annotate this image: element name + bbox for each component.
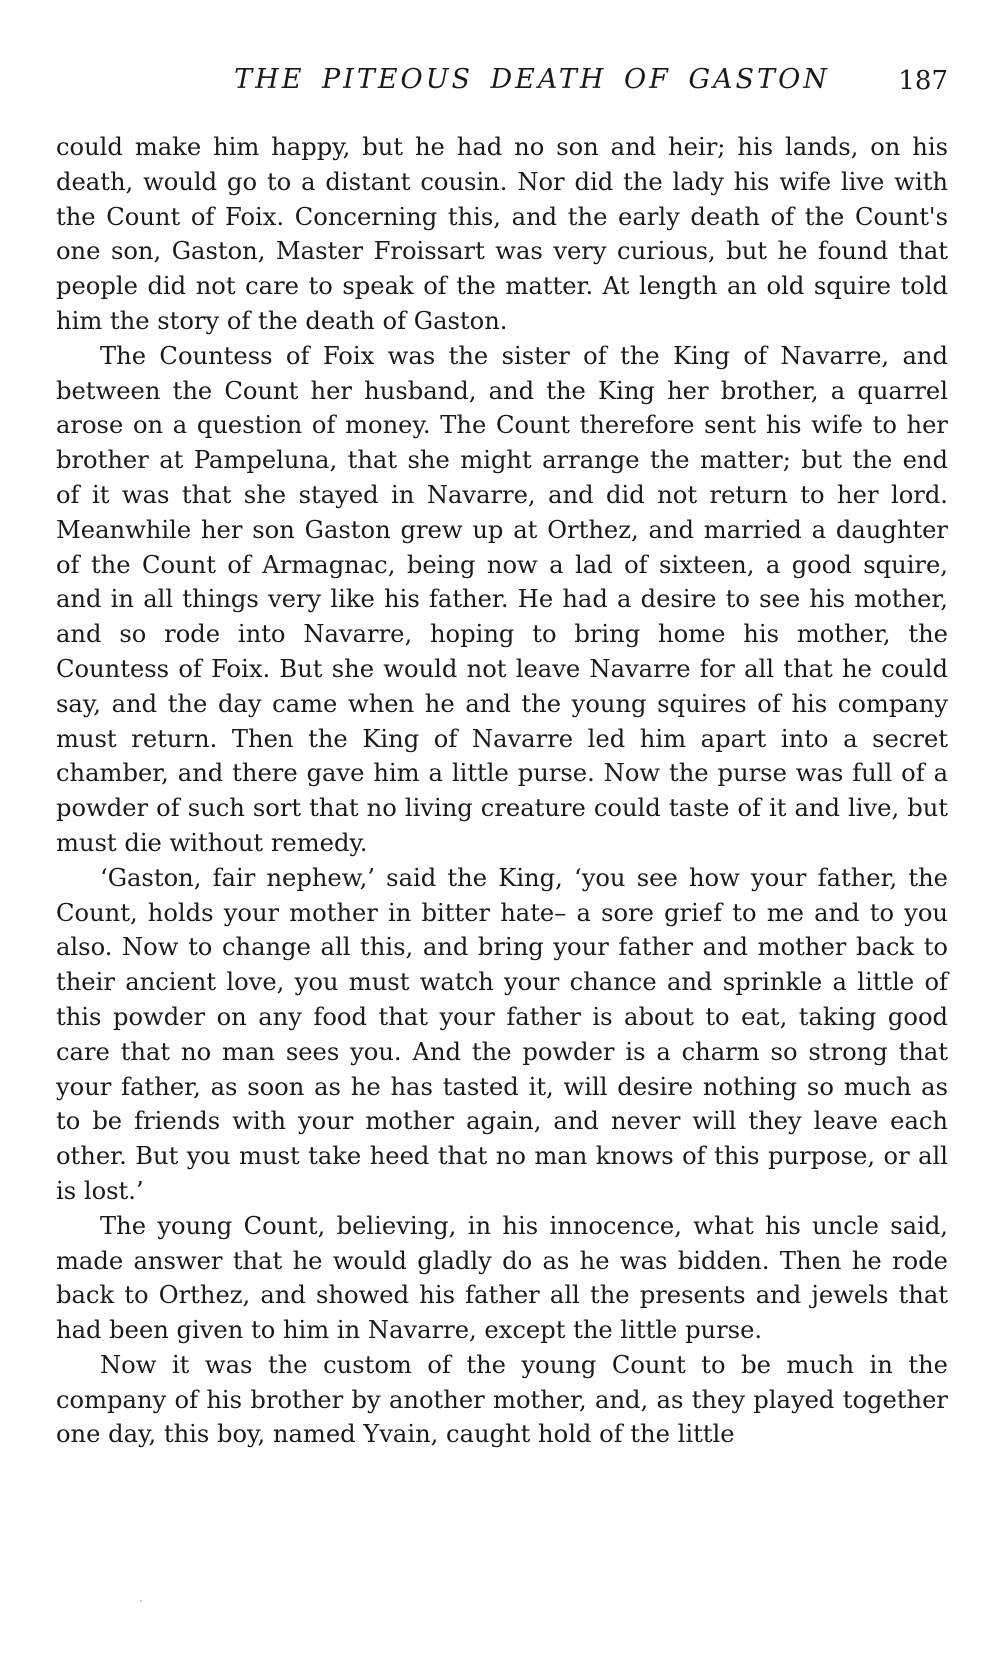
page-number: 187 bbox=[898, 66, 948, 96]
paragraph: The Countess of Foix was the sister of the King of Navarre, and between the Count her husband, and the King her brother, a quarrel arose on a question of money. The Count therefore sent his wife to her brother at Pampeluna, that she might arrange the matter; but the end of it was that she stayed in Navarre, and did not return to her lord. Meanwhile her son Gaston grew up at Orthez, and married a daughter of the Count of Armagnac, being now a lad of sixteen, a good squire, and in all things very like his father. He had a desire to see his mother, and so rode into Navarre, hoping to bring home his mother, the Countess of Foix. But she would not leave Navarre for all that he could say, and the day came when he and the young squires of his company must return. Then the King of Navarre led him apart into a secret chamber, and there gave him a little purse. Now the purse was full of a powder of such sort that no living creature could taste of it and live, but must die without remedy. bbox=[56, 341, 948, 857]
paragraph: Now it was the custom of the young Count to be much in the company of his brother by another mother, and, as they played together one day, this boy, named Yvain, caught hold of the little bbox=[56, 1350, 948, 1449]
print-speck bbox=[140, 1600, 142, 1602]
paragraph: The young Count, believing, in his innocence, what his uncle said, made answer that he would gladly do as he was bidden. Then he rode back to Orthez, and showed his father all the presents and jewels that had been given to him in Navarre, except the little purse. bbox=[56, 1211, 948, 1345]
body-text bbox=[56, 130, 948, 1452]
paragraph: could make him happy, but he had no son and heir; his lands, on his death, would go to a distant cousin. Nor did the lady his wife live with the Count of Foix. Concerning this, and the early death of the Count's one son, Gaston, Master Froissart was very curious, but he found that people did not care to speak of the matter. At length an old squire told him the story of the death of Gaston. bbox=[56, 133, 948, 335]
running-title: THE PITEOUS DEATH OF GASTON bbox=[234, 64, 830, 95]
page-header bbox=[56, 58, 948, 98]
paragraph: ‘Gaston, fair nephew,’ said the King, ‘you see how your father, the Count, holds your mother in bitter hate– a sore grief to me and to you also. Now to change all this, and bring your father and mother back to their ancient love, you must watch your chance and sprinkle a little of this powder on any food that your father is about to eat, taking good care that no man sees you. And the powder is a charm so strong that your father, as soon as he has tasted it, will desire nothing so much as to be friends with your mother again, and never will they leave each other. But you must take heed that no man knows of this purpose, or all is lost.’ bbox=[56, 863, 948, 1205]
book-page bbox=[56, 58, 948, 1452]
